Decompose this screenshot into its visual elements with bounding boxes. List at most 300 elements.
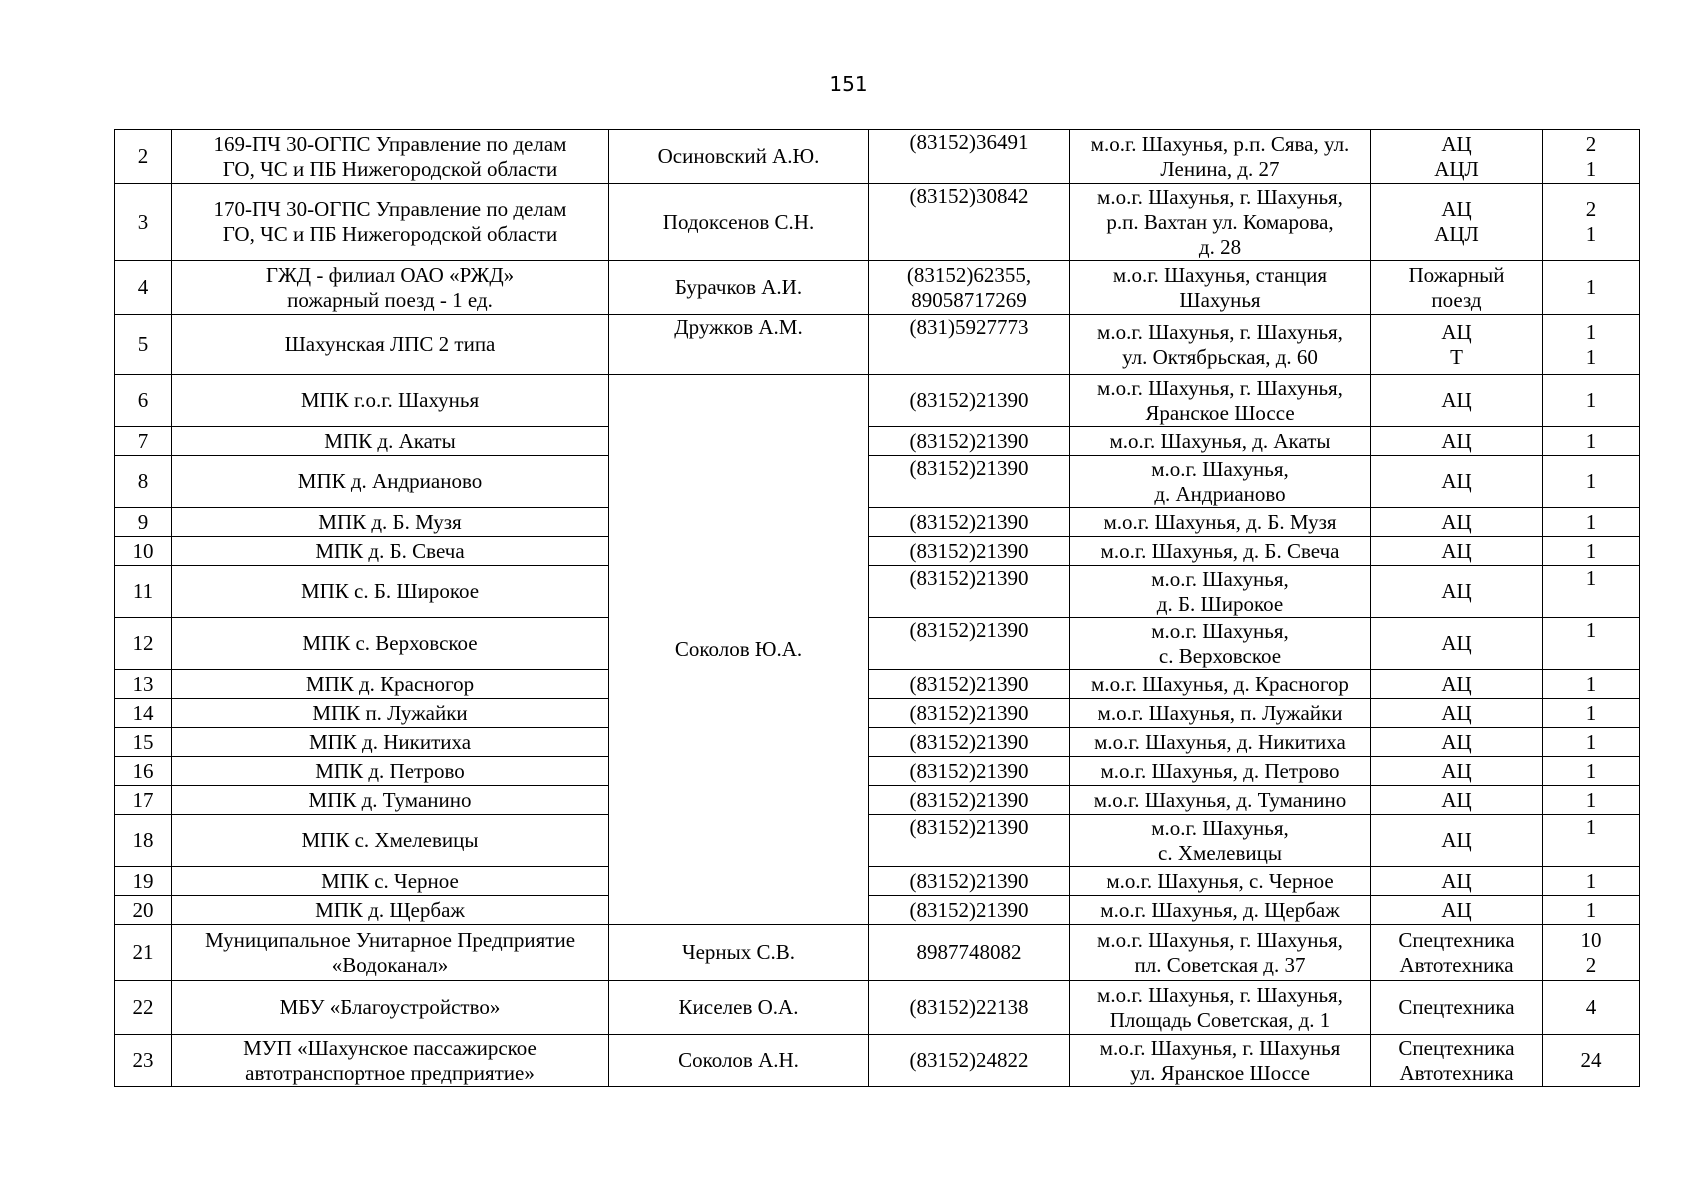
cell-line: поезд (1431, 287, 1482, 312)
equipment-cell (1371, 375, 1543, 427)
equipment-cell (1371, 981, 1543, 1035)
address-cell (1070, 618, 1371, 670)
row-number: 13 (115, 670, 172, 699)
cell-line: МПК г.о.г. Шахунья (300, 388, 480, 412)
equipment-cell (1371, 261, 1543, 315)
cell-line: МПК д. Красногор (305, 671, 475, 696)
address-cell (1070, 699, 1371, 728)
phone-cell (869, 618, 1070, 670)
cell-line: м.о.г. Шахунья, г. Шахунья, (1097, 982, 1343, 1007)
row-number: 15 (115, 728, 172, 757)
cell-line: пл. Советская д. 37 (1134, 952, 1306, 977)
address-cell (1070, 981, 1371, 1035)
row-number: 8 (115, 456, 172, 508)
cell-line: (83152)62355, (906, 262, 1032, 287)
cell-line: Спецтехника (1398, 995, 1515, 1019)
table-row (115, 618, 1640, 670)
contact-person-cell: Соколов А.Н. (609, 1035, 869, 1087)
cell-line: Автотехника (1399, 1060, 1514, 1085)
cell-line: 89058717269 (911, 287, 1027, 312)
cell-line: м.о.г. Шахунья, (1151, 566, 1289, 591)
address-cell (1070, 896, 1371, 925)
organization-cell (172, 618, 609, 670)
cell-line: 4 (1585, 995, 1597, 1019)
quantity-cell (1543, 1035, 1640, 1087)
table-row (115, 427, 1640, 456)
table-row (115, 786, 1640, 815)
row-number: 16 (115, 757, 172, 786)
cell-line: 1 (1585, 319, 1597, 344)
cell-line: 1 (1585, 509, 1597, 534)
address-cell (1070, 130, 1371, 184)
table-row (115, 699, 1640, 728)
address-cell (1070, 537, 1371, 566)
table-row (115, 537, 1640, 566)
cell-line: АЦ (1441, 729, 1472, 754)
cell-line: ул. Октябрьская, д. 60 (1122, 344, 1318, 369)
contact-person-cell: Бурачков А.И. (609, 261, 869, 315)
row-number: 21 (115, 925, 172, 981)
cell-line: 2 (1585, 197, 1597, 221)
cell-line: 1 (1585, 344, 1597, 369)
equipment-cell (1371, 757, 1543, 786)
cell-line: АЦ (1441, 197, 1472, 221)
equipment-cell (1371, 508, 1543, 537)
equipment-cell (1371, 925, 1543, 981)
cell-line: (83152)21390 (909, 428, 1029, 453)
cell-line: м.о.г. Шахунья, д. Петрово (1100, 758, 1340, 783)
cell-line: МПК д. Б. Музя (318, 509, 462, 534)
address-cell (1070, 508, 1371, 537)
contact-person-cell: Черных С.В. (609, 925, 869, 981)
cell-line: м.о.г. Шахунья, д. Туманино (1093, 787, 1347, 812)
cell-line: (83152)21390 (909, 815, 1029, 839)
table-row (115, 925, 1640, 981)
cell-line: АЦ (1441, 509, 1472, 534)
equipment-cell (1371, 315, 1543, 375)
cell-line: м.о.г. Шахунья, д. Б. Музя (1103, 509, 1337, 534)
cell-line: м.о.г. Шахунья, (1151, 815, 1289, 840)
cell-line: 2 (1585, 952, 1597, 977)
quantity-cell (1543, 566, 1640, 618)
quantity-cell (1543, 261, 1640, 315)
cell-line: Шахунья (1179, 287, 1261, 312)
address-cell (1070, 184, 1371, 261)
address-cell (1070, 867, 1371, 896)
row-number: 12 (115, 618, 172, 670)
table-row (115, 184, 1640, 261)
cell-line: д. Андрианово (1154, 481, 1286, 506)
equipment-cell (1371, 699, 1543, 728)
fire-units-table (114, 129, 1640, 1087)
cell-line: Автотехника (1399, 952, 1514, 977)
cell-line: (83152)22138 (909, 995, 1029, 1019)
address-cell (1070, 728, 1371, 757)
table-body (115, 130, 1640, 1087)
cell-line: АЦ (1441, 787, 1472, 812)
quantity-cell (1543, 925, 1640, 981)
cell-line: АЦ (1441, 319, 1472, 344)
organization-cell (172, 728, 609, 757)
cell-line: (831)5927773 (909, 315, 1029, 339)
contact-person-cell: Осиновский А.Ю. (609, 130, 869, 184)
table-row (115, 896, 1640, 925)
table-row (115, 728, 1640, 757)
cell-line: (83152)21390 (909, 868, 1029, 893)
organization-cell (172, 456, 609, 508)
cell-line: Ленина, д. 27 (1160, 156, 1280, 181)
organization-cell (172, 566, 609, 618)
organization-cell (172, 537, 609, 566)
cell-line: АЦЛ (1434, 156, 1479, 181)
address-cell (1070, 456, 1371, 508)
organization-cell (172, 1035, 609, 1087)
phone-cell (869, 981, 1070, 1035)
row-number: 11 (115, 566, 172, 618)
cell-line: м.о.г. Шахунья, п. Лужайки (1097, 700, 1343, 725)
quantity-cell (1543, 786, 1640, 815)
phone-cell (869, 537, 1070, 566)
cell-line: м.о.г. Шахунья, г. Шахунья, (1097, 927, 1343, 952)
cell-line: (83152)21390 (909, 758, 1029, 783)
cell-line: МПК п. Лужайки (312, 700, 468, 725)
cell-line: ул. Яранское Шоссе (1130, 1060, 1310, 1085)
cell-line: 1 (1585, 469, 1597, 493)
cell-line: АЦ (1441, 700, 1472, 725)
cell-line: м.о.г. Шахунья, (1151, 456, 1289, 481)
cell-line: (83152)21390 (909, 787, 1029, 812)
cell-line: 1 (1585, 815, 1597, 839)
organization-cell (172, 184, 609, 261)
organization-cell (172, 757, 609, 786)
cell-line: м.о.г. Шахунья, г. Шахунья, (1097, 184, 1343, 209)
cell-line: 1 (1585, 566, 1597, 590)
cell-line: МПК д. Щербаж (315, 897, 465, 922)
cell-line: 1 (1585, 275, 1597, 299)
equipment-cell (1371, 670, 1543, 699)
quantity-cell (1543, 130, 1640, 184)
cell-line: м.о.г. Шахунья, д. Акаты (1109, 428, 1331, 453)
cell-line: м.о.г. Шахунья, р.п. Сява, ул. (1090, 131, 1350, 156)
cell-line: (83152)21390 (909, 509, 1029, 534)
organization-cell (172, 925, 609, 981)
cell-line: 1 (1585, 700, 1597, 725)
phone-cell (869, 375, 1070, 427)
table-row (115, 815, 1640, 867)
phone-cell (869, 508, 1070, 537)
cell-line: м.о.г. Шахунья, д. Щербаж (1100, 897, 1340, 922)
page-number: 151 (829, 72, 868, 96)
cell-line: (83152)30842 (909, 184, 1029, 208)
address-cell (1070, 757, 1371, 786)
cell-line: МБУ «Благоустройство» (279, 995, 501, 1019)
cell-line: м.о.г. Шахунья, д. Красногор (1091, 671, 1349, 696)
phone-cell (869, 427, 1070, 456)
contact-person-cell: Киселев О.А. (609, 981, 869, 1035)
cell-line: 1 (1585, 618, 1597, 642)
row-number: 2 (115, 130, 172, 184)
row-number: 4 (115, 261, 172, 315)
address-cell (1070, 261, 1371, 315)
equipment-cell (1371, 728, 1543, 757)
row-number: 22 (115, 981, 172, 1035)
cell-line: 1 (1585, 538, 1597, 563)
table-row (115, 315, 1640, 375)
cell-line: Пожарный (1408, 262, 1505, 287)
row-number: 10 (115, 537, 172, 566)
quantity-cell (1543, 896, 1640, 925)
row-number: 3 (115, 184, 172, 261)
cell-line: 1 (1585, 671, 1597, 696)
contact-person-cell: Соколов Ю.А. (609, 375, 869, 925)
organization-cell (172, 508, 609, 537)
cell-line: МПК с. Хмелевицы (301, 828, 479, 852)
cell-line: 10 (1580, 927, 1602, 952)
cell-line: 24 (1580, 1048, 1602, 1072)
cell-line: р.п. Вахтан ул. Комарова, (1106, 209, 1334, 234)
row-number: 9 (115, 508, 172, 537)
row-number: 23 (115, 1035, 172, 1087)
address-cell (1070, 375, 1371, 427)
phone-cell (869, 184, 1070, 261)
quantity-cell (1543, 184, 1640, 261)
row-number: 19 (115, 867, 172, 896)
cell-line: (83152)21390 (909, 671, 1029, 696)
row-number: 18 (115, 815, 172, 867)
cell-line: м.о.г. Шахунья, д. Никитиха (1094, 729, 1346, 754)
cell-line: (83152)21390 (909, 566, 1029, 590)
cell-line: м.о.г. Шахунья, (1151, 618, 1289, 643)
cell-line: МПК д. Б. Свеча (315, 538, 465, 563)
address-cell (1070, 427, 1371, 456)
cell-line: (83152)21390 (909, 618, 1029, 642)
equipment-cell (1371, 184, 1543, 261)
equipment-cell (1371, 537, 1543, 566)
cell-line: 8987748082 (916, 940, 1022, 964)
phone-cell (869, 315, 1070, 375)
equipment-cell (1371, 566, 1543, 618)
cell-line: МПК с. Черное (321, 868, 459, 893)
cell-line: (83152)21390 (909, 729, 1029, 754)
row-number: 17 (115, 786, 172, 815)
table-row (115, 456, 1640, 508)
cell-line: МПК д. Петрово (315, 758, 465, 783)
cell-line: АЦ (1441, 428, 1472, 453)
cell-line: ГО, ЧС и ПБ Нижегородской области (222, 156, 558, 181)
cell-line: 1 (1585, 868, 1597, 893)
phone-cell (869, 130, 1070, 184)
quantity-cell (1543, 867, 1640, 896)
cell-line: АЦ (1441, 828, 1472, 852)
quantity-cell (1543, 508, 1640, 537)
cell-line: (83152)21390 (909, 897, 1029, 922)
phone-cell (869, 815, 1070, 867)
cell-line: с. Верховское (1158, 643, 1282, 668)
cell-line: МПК д. Андрианово (297, 469, 483, 493)
phone-cell (869, 699, 1070, 728)
phone-cell (869, 867, 1070, 896)
cell-line: МПК д. Туманино (308, 787, 472, 812)
row-number: 7 (115, 427, 172, 456)
equipment-cell (1371, 896, 1543, 925)
equipment-cell (1371, 427, 1543, 456)
cell-line: 1 (1585, 222, 1597, 246)
phone-cell (869, 896, 1070, 925)
address-cell (1070, 786, 1371, 815)
equipment-cell (1371, 867, 1543, 896)
row-number: 20 (115, 896, 172, 925)
cell-line: ГЖД - филиал ОАО «РЖД» (265, 262, 515, 287)
table-row (115, 508, 1640, 537)
cell-line: АЦ (1441, 538, 1472, 563)
table-row (115, 1035, 1640, 1087)
contact-person-cell: Дружков А.М. (609, 315, 869, 375)
table-row (115, 757, 1640, 786)
organization-cell (172, 261, 609, 315)
cell-line: «Водоканал» (331, 952, 449, 977)
cell-line: Муниципальное Унитарное Предприятие (204, 927, 576, 952)
cell-line: АЦЛ (1434, 222, 1479, 246)
organization-cell (172, 699, 609, 728)
cell-line: (83152)21390 (909, 538, 1029, 563)
phone-cell (869, 261, 1070, 315)
cell-line: 1 (1585, 758, 1597, 783)
organization-cell (172, 867, 609, 896)
cell-line: АЦ (1441, 469, 1472, 493)
cell-line: Шахунская ЛПС 2 типа (284, 332, 496, 356)
equipment-cell (1371, 456, 1543, 508)
contact-person-cell: Подоксенов С.Н. (609, 184, 869, 261)
table-row (115, 130, 1640, 184)
cell-line: 169-ПЧ 30-ОГПС Управление по делам (213, 131, 567, 156)
phone-cell (869, 566, 1070, 618)
cell-line: (83152)21390 (909, 456, 1029, 480)
cell-line: 1 (1585, 787, 1597, 812)
address-cell (1070, 815, 1371, 867)
phone-cell (869, 1035, 1070, 1087)
address-cell (1070, 1035, 1371, 1087)
quantity-cell (1543, 981, 1640, 1035)
cell-line: с. Хмелевицы (1158, 840, 1282, 865)
cell-line: д. Б. Широкое (1156, 591, 1284, 616)
address-cell (1070, 315, 1371, 375)
table-row (115, 670, 1640, 699)
cell-line: м.о.г. Шахунья, д. Б. Свеча (1100, 538, 1340, 563)
table-row (115, 981, 1640, 1035)
cell-line: пожарный поезд - 1 ед. (287, 287, 493, 312)
quantity-cell (1543, 728, 1640, 757)
quantity-cell (1543, 618, 1640, 670)
cell-line: Спецтехника (1398, 927, 1515, 952)
cell-line: (83152)24822 (909, 1048, 1029, 1072)
cell-line: Яранское Шоссе (1145, 400, 1295, 425)
organization-cell (172, 427, 609, 456)
phone-cell (869, 786, 1070, 815)
cell-line: 1 (1585, 428, 1597, 453)
equipment-cell (1371, 130, 1543, 184)
organization-cell (172, 815, 609, 867)
table-row (115, 375, 1640, 427)
cell-line: ГО, ЧС и ПБ Нижегородской области (222, 222, 558, 246)
cell-line: АЦ (1441, 131, 1472, 156)
organization-cell (172, 315, 609, 375)
cell-line: (83152)21390 (909, 700, 1029, 725)
cell-line: 1 (1585, 388, 1597, 412)
address-cell (1070, 566, 1371, 618)
address-cell (1070, 670, 1371, 699)
cell-line: 170-ПЧ 30-ОГПС Управление по делам (213, 197, 567, 221)
phone-cell (869, 728, 1070, 757)
cell-line: МПК д. Акаты (324, 428, 456, 453)
cell-line: м.о.г. Шахунья, г. Шахунья, (1097, 319, 1343, 344)
cell-line: АЦ (1441, 897, 1472, 922)
phone-cell (869, 925, 1070, 981)
address-cell (1070, 925, 1371, 981)
table-row (115, 261, 1640, 315)
cell-line: АЦ (1441, 868, 1472, 893)
cell-line: 1 (1585, 729, 1597, 754)
cell-line: АЦ (1441, 388, 1472, 412)
cell-line: 1 (1585, 156, 1597, 181)
equipment-cell (1371, 786, 1543, 815)
cell-line: МПК д. Никитиха (308, 729, 472, 754)
equipment-cell (1371, 618, 1543, 670)
quantity-cell (1543, 699, 1640, 728)
cell-line: Т (1450, 344, 1463, 369)
cell-line: АЦ (1441, 671, 1472, 696)
phone-cell (869, 757, 1070, 786)
organization-cell (172, 896, 609, 925)
cell-line: МПК с. Верховское (302, 631, 478, 655)
organization-cell (172, 130, 609, 184)
cell-line: АЦ (1441, 631, 1472, 655)
cell-line: Спецтехника (1398, 1035, 1515, 1060)
equipment-cell (1371, 815, 1543, 867)
quantity-cell (1543, 456, 1640, 508)
cell-line: АЦ (1441, 579, 1472, 603)
quantity-cell (1543, 537, 1640, 566)
cell-line: д. 28 (1198, 234, 1242, 259)
cell-line: (83152)36491 (909, 130, 1029, 154)
quantity-cell (1543, 315, 1640, 375)
organization-cell (172, 786, 609, 815)
cell-line: м.о.г. Шахунья, г. Шахунья, (1097, 375, 1343, 400)
phone-cell (869, 456, 1070, 508)
table-row (115, 867, 1640, 896)
cell-line: 1 (1585, 897, 1597, 922)
cell-line: АЦ (1441, 758, 1472, 783)
cell-line: м.о.г. Шахунья, г. Шахунья (1099, 1035, 1341, 1060)
organization-cell (172, 981, 609, 1035)
organization-cell (172, 375, 609, 427)
cell-line: МУП «Шахунское пассажирское (243, 1035, 537, 1060)
table-row (115, 566, 1640, 618)
row-number: 5 (115, 315, 172, 375)
quantity-cell (1543, 757, 1640, 786)
quantity-cell (1543, 375, 1640, 427)
cell-line: 2 (1585, 131, 1597, 156)
phone-cell (869, 670, 1070, 699)
cell-line: МПК с. Б. Широкое (300, 579, 480, 603)
quantity-cell (1543, 670, 1640, 699)
cell-line: автотранспортное предприятие» (245, 1060, 535, 1085)
quantity-cell (1543, 427, 1640, 456)
row-number: 6 (115, 375, 172, 427)
equipment-cell (1371, 1035, 1543, 1087)
row-number: 14 (115, 699, 172, 728)
cell-line: м.о.г. Шахунья, станция (1112, 262, 1328, 287)
quantity-cell (1543, 815, 1640, 867)
